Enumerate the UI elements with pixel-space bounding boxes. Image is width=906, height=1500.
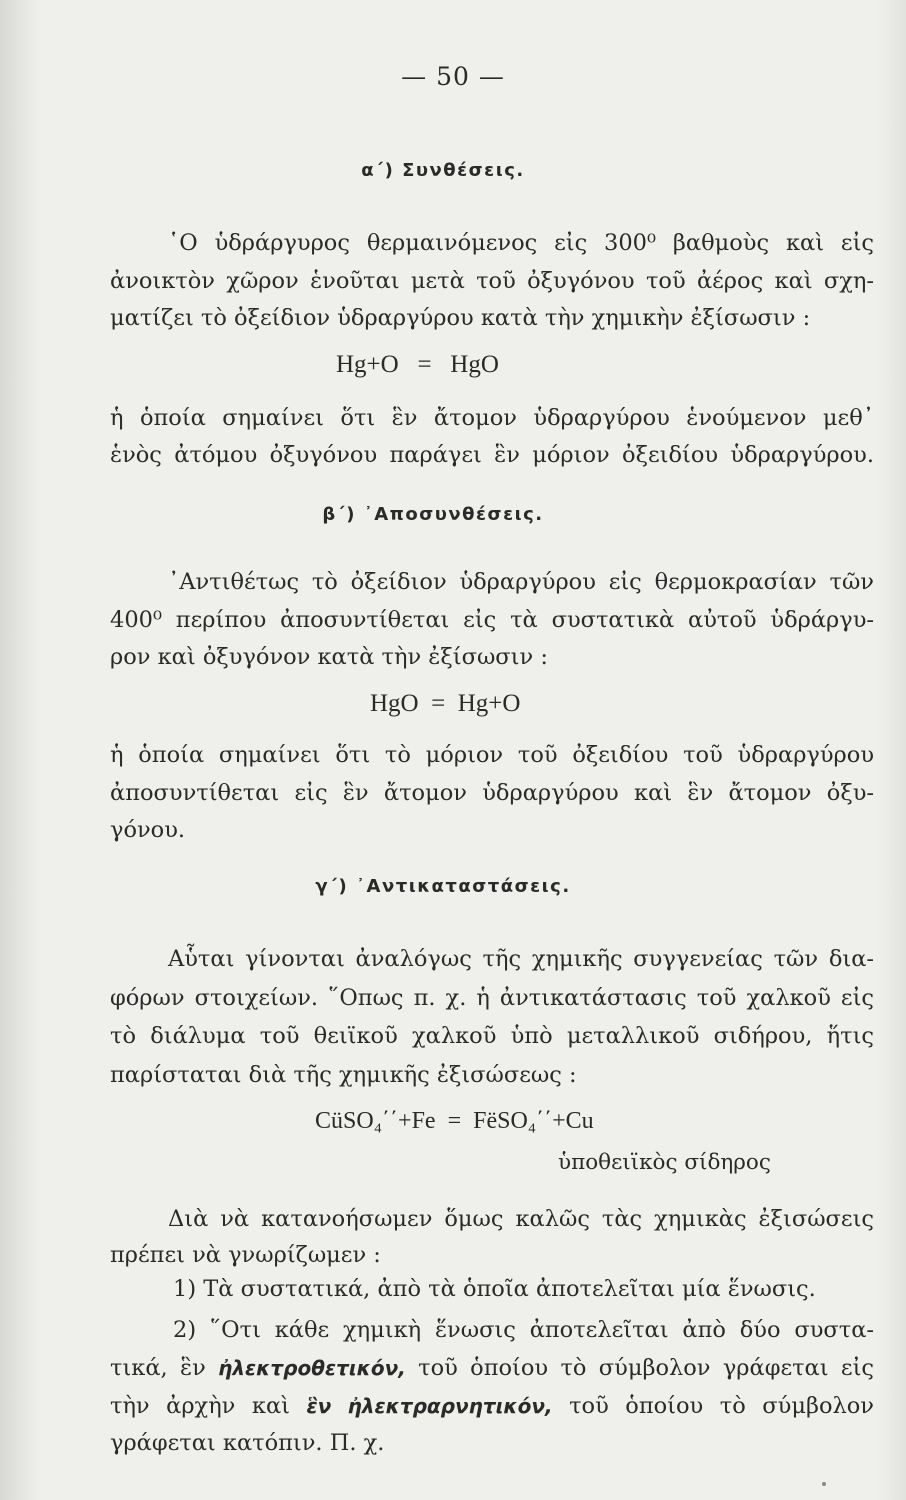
section-heading-syntheses: α΄) Συνθέσεις. [361, 160, 525, 181]
term-electronegative: ἓν ἠλεκτραρνητικόν, [306, 1394, 553, 1418]
list-item-1: 1) Τὰ συστατικά, ἀπὸ τὰ ὁποῖα ἀποτελεῖται μία ἕνωσις. [173, 1276, 816, 1302]
list-item-2-line: γράφεται κατόπιν. Π. χ. [110, 1430, 385, 1456]
paragraph-line: Διὰ νὰ κατανοήσωμεν ὅμως καλῶς τὰς χημικὰς ἐξισώσεις [168, 1206, 874, 1232]
paragraph-line: γόνου. [110, 817, 186, 843]
paragraph-line: τὸ διάλυμα τοῦ θειϊκοῦ χαλκοῦ ὑπὸ μεταλλικοῦ σιδήρου, ἥτις [110, 1023, 874, 1049]
equation-synthesis: Hg+O = HgO [336, 351, 499, 378]
paragraph-line: ἑνὸς ἀτόμου ὀξυγόνου παράγει ἓν μόριον ὀξειδίου ὑδραργύρου. [110, 442, 874, 468]
paragraph-line: ρον καὶ ὀξυγόνον κατὰ τὴν ἐξίσωσιν : [110, 644, 548, 670]
paragraph-line: ἡ ὁποία σημαίνει ὅτι τὸ μόριον τοῦ ὀξειδίου τοῦ ὑδραργύρου [110, 742, 874, 768]
list-item-2-line [110, 1391, 874, 1421]
paragraph-line: ἀνοικτὸν χῶρον ἑνοῦται μετὰ τοῦ ὀξυγόνου τοῦ ἀέρος καὶ σχη- [110, 268, 874, 294]
text-run: τοῦ ὁποίου τὸ σύμβολον [552, 1393, 874, 1419]
equation-annotation: ὑποθειϊκὸς σίδηρος [558, 1150, 771, 1175]
text-run: τικά, ἓν [110, 1355, 219, 1381]
section-heading-substitutions: γ΄) ᾿Αντικαταστάσεις. [315, 876, 571, 897]
page-gutter-shadow [0, 0, 40, 1500]
equation-substitution: CüSO₄΄΄+Fe = FëSO₄΄΄+Cu [315, 1108, 594, 1134]
paragraph-line: ματίζει τὸ ὀξείδιον ὑδραργύρου κατὰ τὴν χημικὴν ἐξίσωσιν : [110, 305, 811, 331]
paragraph-line: ῾Ο ὑδράργυρος θερμαινόμενος εἰς 300⁰ βαθμοὺς καὶ εἰς [168, 230, 874, 256]
term-electropositive: ἠλεκτροθετικόν, [218, 1356, 406, 1380]
paragraph-line: 400⁰ περίπου ἀποσυντίθεται εἰς τὰ συστατικὰ αὐτοῦ ὑδράργυ- [110, 607, 874, 633]
paragraph-line: πρέπει νὰ γνωρίζωμεν : [110, 1242, 381, 1268]
page-edge-shadow [876, 0, 906, 1500]
section-heading-decompositions: β΄) ᾿Αποσυνθέσεις. [322, 504, 544, 525]
list-item-2-line: 2) ῞Οτι κάθε χημικὴ ἕνωσις ἀποτελεῖται ἀπὸ δύο συστα- [173, 1317, 874, 1343]
equation-decomposition: HgO = Hg+O [370, 690, 521, 717]
page-number: — 50 — [401, 62, 505, 91]
paragraph-line: Αὗται γίνονται ἀναλόγως τῆς χημικῆς συγγενείας τῶν δια- [168, 946, 874, 972]
text-run: τὴν ἀρχὴν καὶ [110, 1393, 307, 1419]
paragraph-line: ᾿Αντιθέτως τὸ ὀξείδιον ὑδραργύρου εἰς θερμοκρασίαν τῶν [168, 569, 874, 595]
ink-speck [822, 1482, 826, 1486]
text-run: τοῦ ὁποίου τὸ σύμβολον γράφεται εἰς [405, 1355, 875, 1381]
list-item-2-line [110, 1353, 874, 1383]
paragraph-line: ἡ ὁποία σημαίνει ὅτι ἓν ἄτομον ὑδραργύρου ἑνούμενον μεθ᾿ [110, 405, 874, 431]
paragraph-line: παρίσταται διὰ τῆς χημικῆς ἐξισώσεως : [110, 1062, 577, 1088]
paragraph-line: φόρων στοιχείων. ῞Οπως π. χ. ἡ ἀντικατάστασις τοῦ χαλκοῦ εἰς [110, 985, 874, 1011]
paragraph-line: ἀποσυντίθεται εἰς ἓν ἄτομον ὑδραργύρου καὶ ἓν ἄτομον ὀξυ- [110, 780, 874, 806]
